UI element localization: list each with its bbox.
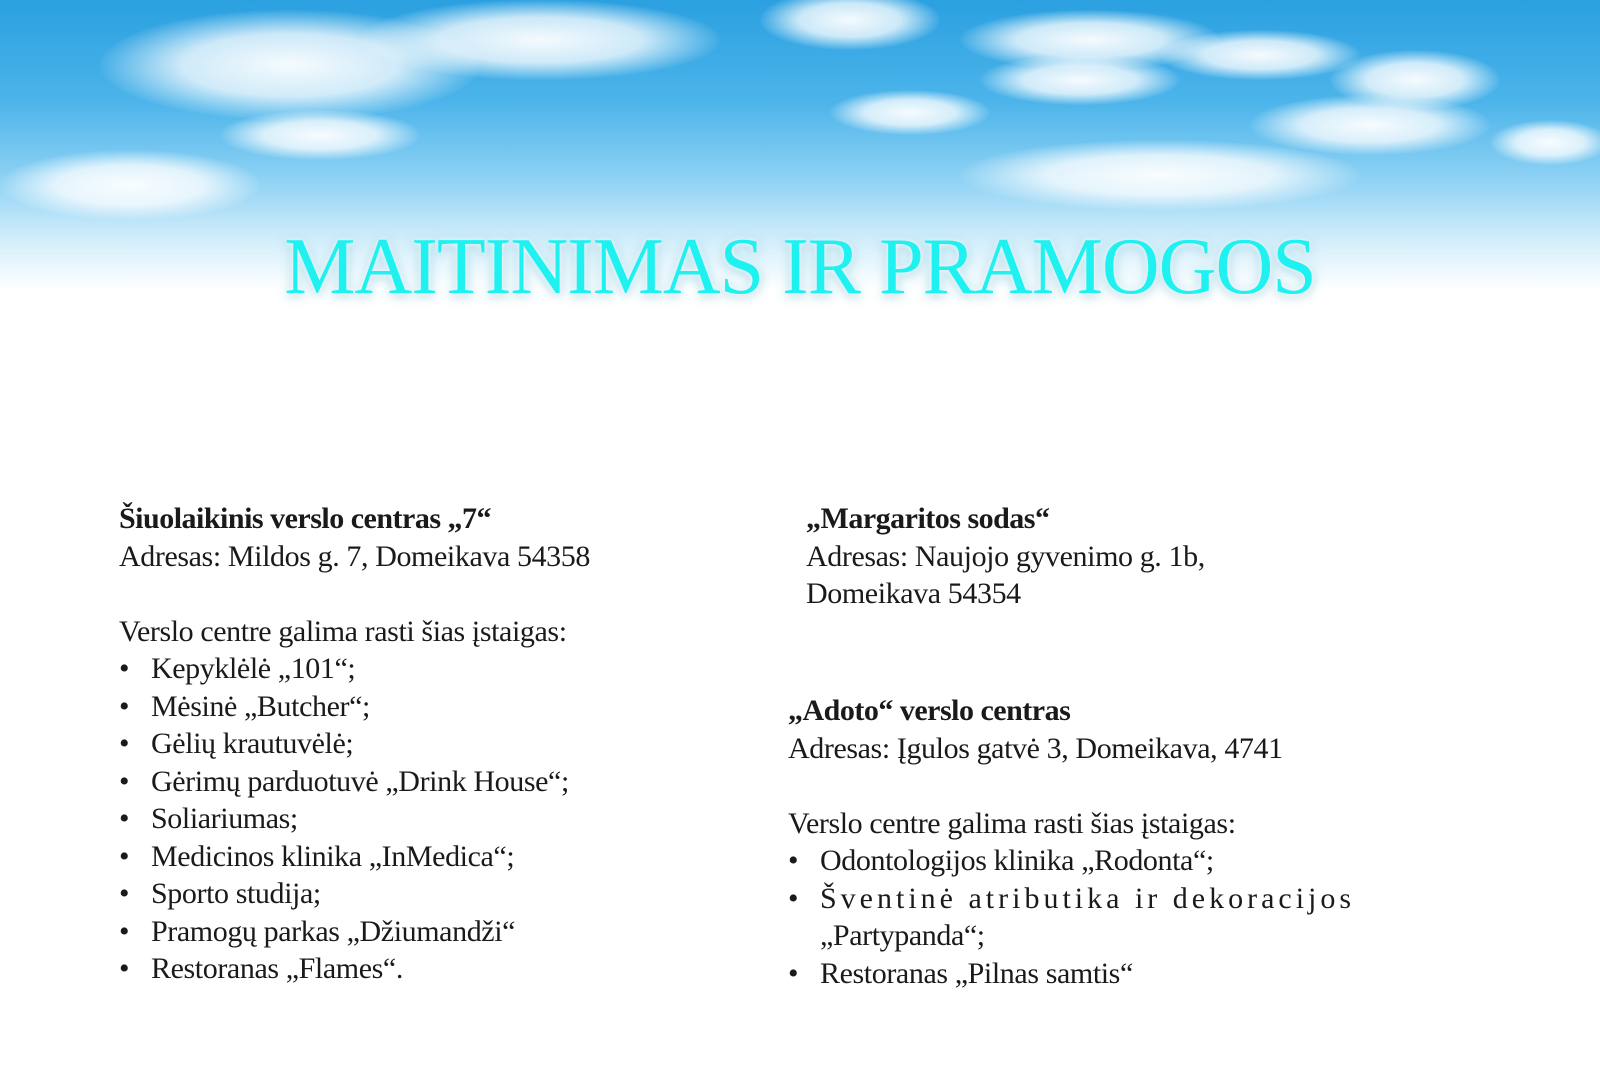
spacer [119, 575, 739, 613]
cloud-shape [980, 55, 1180, 105]
block-heading: Šiuolaikinis verslo centras „7“ [119, 502, 492, 535]
list-item [119, 838, 739, 876]
bullet-icon: • [119, 839, 130, 873]
list-item-text: Odontologijos klinika „Rodonta“; [820, 844, 1214, 877]
establishments-list [119, 650, 739, 988]
address-text: Adresas: Įgulos gatvė 3, Domeikava, 4741 [788, 731, 1283, 765]
bullet-icon: • [119, 802, 130, 835]
bullet-icon: • [119, 764, 130, 798]
cloud-shape [0, 150, 260, 220]
list-item [788, 880, 1528, 955]
block-heading: „Adoto“ verslo centras [788, 694, 1071, 727]
bullet-icon: • [119, 727, 130, 760]
cloud-shape [220, 110, 420, 160]
intro-text: Verslo centre galima rasti šias įstaigas: [119, 614, 567, 648]
list-item [788, 955, 1528, 993]
margaritos-sodas-block [806, 500, 1506, 613]
intro-text: Verslo centre galima rasti šias įstaigas: [788, 806, 1236, 840]
list-item-text-continued: „Partypanda“; [820, 919, 985, 952]
bullet-icon: • [119, 877, 130, 910]
list-item [119, 800, 739, 838]
cloud-shape [1250, 95, 1490, 155]
list-item-text: Gėrimų parduotuvė „Drink House“; [151, 764, 569, 798]
cloud-shape [1160, 30, 1360, 80]
bullet-icon: • [119, 652, 130, 685]
establishments-list [788, 842, 1528, 992]
bullet-icon: • [788, 881, 799, 915]
list-item [788, 842, 1528, 880]
list-item-text: Gėlių krautuvėlė; [151, 727, 354, 760]
list-item [119, 913, 739, 951]
page-title: MAITINIMAS IR PRAMOGOS [284, 223, 1316, 311]
cloud-shape [960, 140, 1360, 210]
list-item-text: Sporto studija; [151, 877, 321, 910]
bullet-icon: • [788, 956, 799, 990]
list-item [119, 950, 739, 988]
bullet-icon: • [119, 952, 130, 985]
list-item [119, 650, 739, 688]
list-item-text: Kepyklėlė „101“; [151, 652, 356, 685]
cloud-shape [830, 90, 990, 135]
address-text: Adresas: Mildos g. 7, Domeikava 54358 [119, 539, 590, 573]
list-item [119, 875, 739, 913]
list-item-text: Šventinė atributika ir dekoracijos [820, 881, 1356, 915]
list-item-text: Mėsinė „Butcher“; [151, 689, 370, 723]
bullet-icon: • [788, 844, 799, 877]
bullet-icon: • [119, 689, 130, 723]
block-heading: „Margaritos sodas“ [806, 502, 1050, 535]
spacer [788, 767, 1528, 805]
adoto-verslo-centras-block [788, 692, 1528, 992]
list-item-text: Restoranas „Flames“. [151, 952, 403, 985]
cloud-shape [760, 0, 940, 50]
list-item [119, 688, 739, 726]
list-item-text: Soliariumas; [151, 802, 298, 835]
cloud-shape [1490, 120, 1600, 165]
verslo-centras-7-block [119, 500, 739, 988]
address-text-continued: Domeikava 54354 [806, 577, 1021, 610]
list-item [119, 763, 739, 801]
bullet-icon: • [119, 914, 130, 948]
list-item-text: Restoranas „Pilnas samtis“ [820, 956, 1133, 990]
cloud-shape [360, 0, 720, 80]
list-item-text: Medicinos klinika „InMedica“; [151, 839, 515, 873]
address-text: Adresas: Naujojo gyvenimo g. 1b, [806, 539, 1205, 573]
list-item-text: Pramogų parkas „Džiumandži“ [151, 914, 516, 948]
list-item [119, 725, 739, 763]
